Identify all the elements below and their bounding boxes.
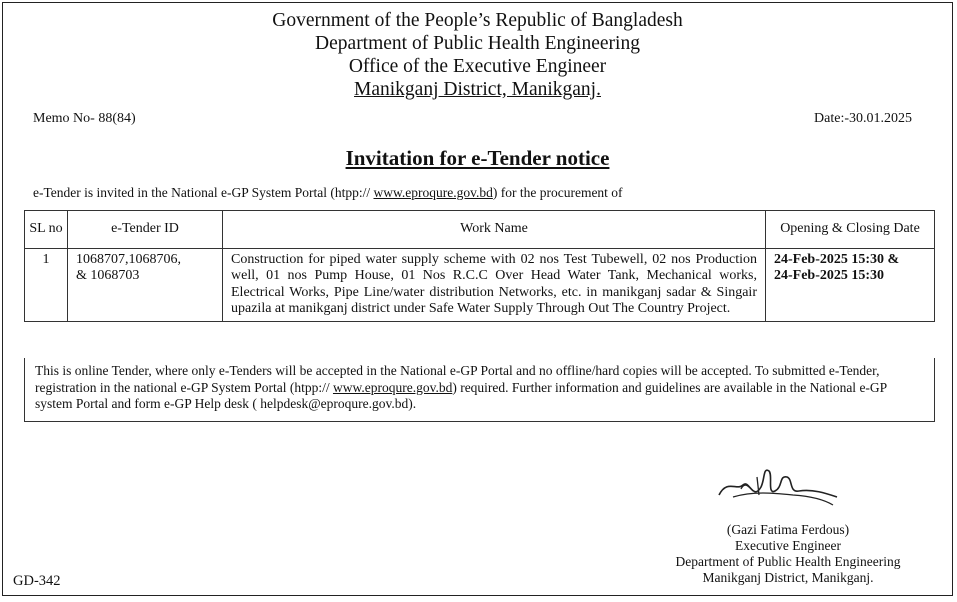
notice-page	[2, 2, 953, 596]
cell-tender-id	[68, 248, 223, 321]
cell-work-name: Construction for piped water supply scheme with 02 nos Test Tubewell, 02 nos Production well, 01 nos Pump House, 01 Nos R.C.C Over Head Water Tank, Mechanical works, Electrical Works, Pipe Line/water distribution Networks, etc. in manikganj sadar & Singair upazila at manikganj district under Safe Water Supply Through Out The Country Project.	[223, 248, 766, 321]
cell-sl: 1	[25, 248, 68, 321]
memo-row	[33, 111, 912, 127]
signatory-location: Manikganj District, Manikganj.	[702, 570, 874, 585]
notice-title: Invitation for e-Tender notice	[345, 146, 610, 170]
tender-table	[24, 210, 935, 322]
note-part2: ) required. Further information and guidelines are available in the National e-GP system Portal and form e-GP Help desk ( helpdesk@eproqure.gov.bd).	[35, 379, 887, 411]
header-work-name: Work Name	[223, 211, 766, 249]
memo-number: Memo No- 88(84)	[33, 111, 136, 126]
table-row	[25, 248, 935, 321]
department-line: Department of Public Health Engineering	[315, 33, 640, 54]
signatory-name: (Gazi Fatima Ferdous)	[726, 522, 850, 537]
government-line: Government of the People’s Republic of Bangladesh	[272, 10, 683, 31]
district-line: Manikganj District, Manikganj.	[354, 79, 601, 100]
intro-prefix: e-Tender is invited in the National e-GP System Portal (htpp://	[33, 185, 374, 200]
gd-code: GD-342	[13, 573, 61, 589]
tender-id-line: 1068707,1068706,	[76, 251, 181, 267]
signatory-department: Department of Public Health Engineering	[675, 554, 901, 569]
office-line: Office of the Executive Engineer	[348, 56, 607, 77]
cell-dates	[766, 248, 935, 321]
online-tender-note	[24, 358, 935, 422]
header-date: Opening & Closing Date	[766, 211, 935, 249]
eproqure-link[interactable]: www.eproqure.gov.bd	[332, 379, 453, 395]
eproqure-link[interactable]: www.eproqure.gov.bd	[373, 185, 493, 200]
letterhead	[3, 3, 952, 101]
note-part1: This is online Tender, where only e-Tenders will be accepted in the National e-GP Portal and no offline/hard copies will be accepted. To submitted e-Tender, registration in the national e-GP System Portal (htpp://	[35, 363, 880, 395]
intro-suffix: ) for the procurement of	[492, 185, 623, 200]
signatory-block	[663, 522, 913, 586]
table-header-row	[25, 211, 935, 249]
signature-icon	[713, 461, 843, 511]
memo-date: Date:-30.01.2025	[814, 111, 912, 126]
intro-text	[33, 185, 623, 201]
header-tender-id: e-Tender ID	[68, 211, 223, 249]
tender-id-line: & 1068703	[76, 268, 140, 283]
signatory-designation: Executive Engineer	[734, 538, 842, 553]
opening-date: 24-Feb-2025 15:30 &	[774, 251, 900, 267]
header-sl: SL no	[25, 211, 68, 249]
closing-date: 24-Feb-2025 15:30	[774, 268, 885, 283]
